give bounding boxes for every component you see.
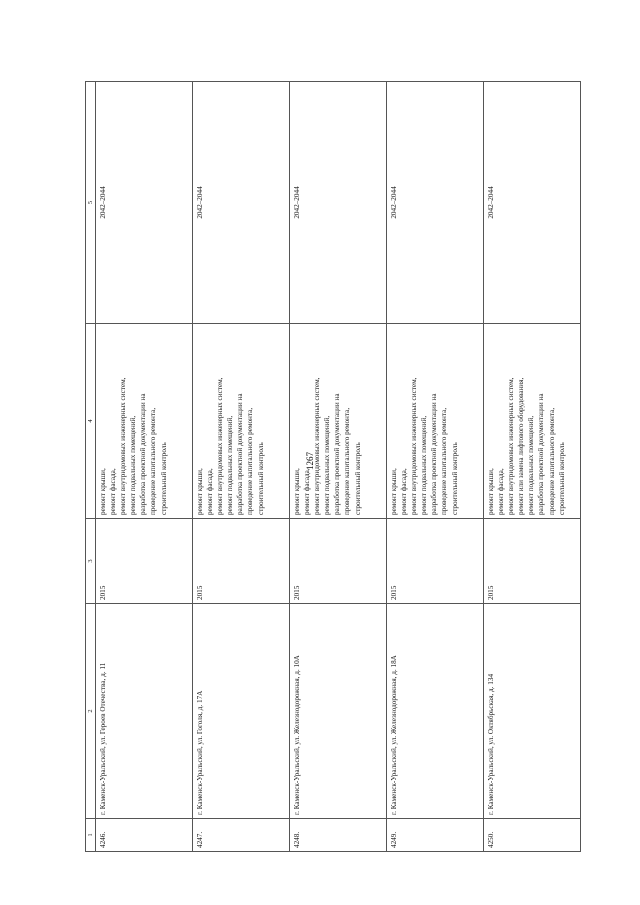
work-item: ремонт фасада,	[303, 468, 312, 515]
row-number: 4250.	[484, 819, 581, 852]
row-year: 2015	[193, 519, 290, 604]
work-item: ремонт подвальных помещений,	[323, 415, 332, 515]
work-item: ремонт внутридомовых инженерных систем,	[410, 377, 419, 515]
row-number: 4247.	[193, 819, 290, 852]
work-item: проведение капитального ремонта,	[440, 407, 449, 515]
row-address: г. Каменск-Уральский, ул. Октябрьская, д. 134	[484, 604, 581, 819]
row-year: 2015	[387, 519, 484, 604]
header-col-1: 1	[86, 819, 96, 852]
row-number: 4246.	[96, 819, 193, 852]
row-year: 2015	[484, 519, 581, 604]
row-period: 2042–2044	[290, 82, 387, 324]
row-number: 4248.	[290, 819, 387, 852]
row-period: 2042–2044	[387, 82, 484, 324]
header-col-5: 5	[86, 82, 96, 324]
work-item: строительный контроль	[557, 442, 566, 515]
work-item: разработка проектной документации на	[139, 393, 148, 515]
row-works	[290, 324, 387, 519]
row-period: 2042–2044	[96, 82, 193, 324]
row-works	[96, 324, 193, 519]
table-row	[484, 82, 581, 852]
work-item: разработка проектной документации на	[333, 393, 342, 515]
work-item: ремонт крыши,	[293, 468, 302, 515]
repair-schedule-table	[85, 81, 581, 852]
row-address: г. Каменск-Уральский, ул. Гоголя, д. 17А	[193, 604, 290, 819]
rotated-table-container	[85, 82, 577, 852]
work-item: проведение капитального ремонта,	[149, 407, 158, 515]
work-item: строительный контроль	[353, 442, 362, 515]
work-item: ремонт внутридомовых инженерных систем,	[119, 377, 128, 515]
row-address: г. Каменск-Уральский, ул. Железнодорожная, д. 18А	[387, 604, 484, 819]
row-address: г. Каменск-Уральский, ул. Героев Отечества, д. 11	[96, 604, 193, 819]
work-item: ремонт подвальных помещений,	[129, 415, 138, 515]
row-address: г. Каменск-Уральский, ул. Железнодорожная, д. 10А	[290, 604, 387, 819]
work-item: ремонт подвальных помещений,	[226, 415, 235, 515]
work-item: ремонт фасада,	[109, 468, 118, 515]
table-row	[387, 82, 484, 852]
header-col-4: 4	[86, 324, 96, 519]
work-item: ремонт подвальных помещений,	[420, 415, 429, 515]
work-item: ремонт крыши,	[196, 468, 205, 515]
work-item: строительный контроль	[450, 442, 459, 515]
table-row	[96, 82, 193, 852]
work-item: ремонт крыши,	[487, 468, 496, 515]
header-col-3: 3	[86, 519, 96, 604]
row-year: 2015	[96, 519, 193, 604]
header-row	[86, 82, 96, 852]
row-number: 4249.	[387, 819, 484, 852]
work-item: строительный контроль	[256, 442, 265, 515]
row-works	[387, 324, 484, 519]
row-year: 2015	[290, 519, 387, 604]
work-item: проведение капитального ремонта,	[246, 407, 255, 515]
work-item: ремонт внутридомовых инженерных систем,	[216, 377, 225, 515]
work-item: ремонт внутридомовых инженерных систем,	[507, 377, 516, 515]
table-row	[193, 82, 290, 852]
work-item: проведение капитального ремонта,	[343, 407, 352, 515]
row-period: 2042–2044	[193, 82, 290, 324]
row-works	[193, 324, 290, 519]
header-col-2: 2	[86, 604, 96, 819]
work-item: ремонт крыши,	[390, 468, 399, 515]
work-item: проведение капитального ремонта,	[547, 407, 556, 515]
page-number-text: 1267	[305, 452, 315, 470]
work-item: ремонт внутридомовых инженерных систем,	[313, 377, 322, 515]
work-item: ремонт крыши,	[99, 468, 108, 515]
work-item: ремонт фасада,	[206, 468, 215, 515]
work-item: ремонт фасада,	[497, 468, 506, 515]
work-item: разработка проектной документации на	[236, 393, 245, 515]
work-item: строительный контроль	[159, 442, 168, 515]
work-item: ремонт подвальных помещений,	[527, 415, 536, 515]
work-item: разработка проектной документации на	[430, 393, 439, 515]
row-works	[484, 324, 581, 519]
row-period: 2042–2044	[484, 82, 581, 324]
work-item: разработка проектной документации на	[537, 393, 546, 515]
table-row	[290, 82, 387, 852]
work-item: ремонт или замена лифтового оборудования,	[517, 377, 526, 515]
work-item: ремонт фасада,	[400, 468, 409, 515]
